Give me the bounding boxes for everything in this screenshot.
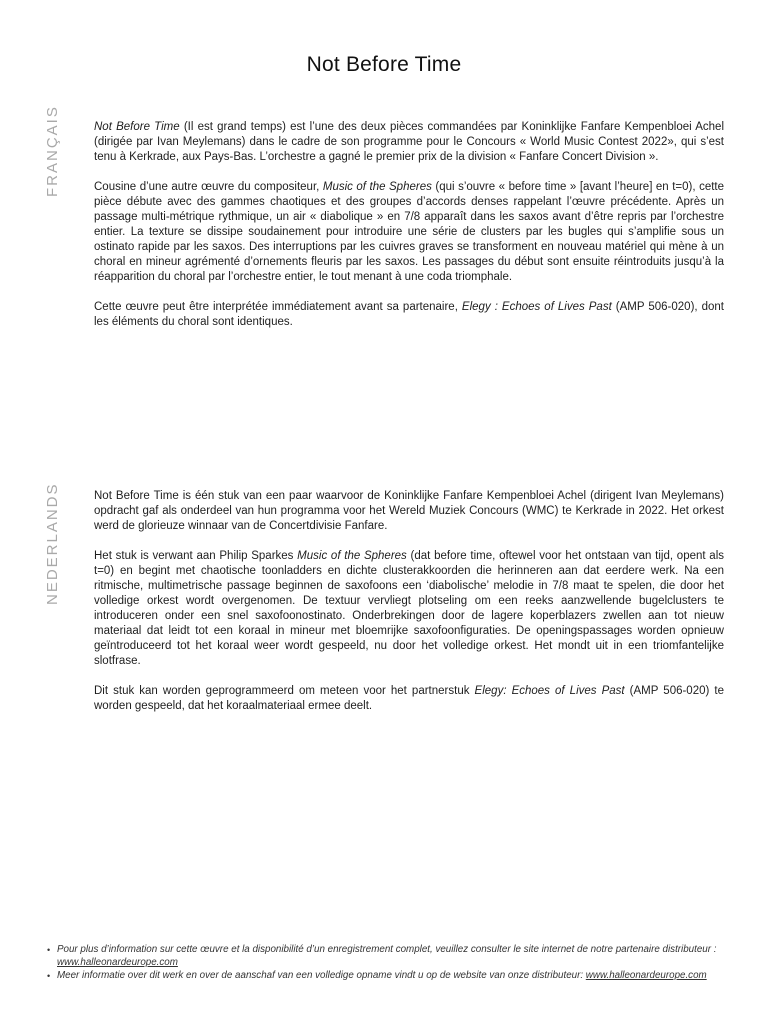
section-label-francais-text: FRANÇAIS — [44, 105, 61, 197]
footer-note-fr — [47, 944, 725, 969]
section-nederlands — [94, 489, 724, 714]
bullet-icon: • — [47, 945, 51, 955]
footer-note-fr-text — [57, 944, 716, 968]
text-run: (Il est grand temps) est l’une des deux pièces commandées par Koninklijke Fanfare Kempenbloei Achel (dirigée par Ivan Meylemans) dans le cadre de son programme pour le Concours « World Music Contest 2022», qui s’est tenu à Kerkrade, aux Pays-Bas. L’orchestre a gagné le premier prix de la division « Fanfare Concert Division ». — [94, 121, 724, 163]
paragraph-fr-3 — [94, 300, 724, 330]
section-label-nederlands-text: NEDERLANDS — [44, 482, 61, 605]
text-run: Pour plus d’information sur cette œuvre et la disponibilité d’un enregistrement complet, veuillez consulter le site internet de notre partenaire distributeur : — [57, 944, 717, 955]
footer-note-nl-text — [57, 970, 707, 981]
section-francais — [94, 120, 724, 330]
text-run: (qui s’ouvre « before time » [avant l’heure] en t=0), cette pièce débute avec des gammes chaotiques et des groupes d’accords denses rappelant l’œuvre précédente. Après un passage multi-métrique rythmique, un air « diabolique » en 7/8 apparaît dans les saxos avant d’être repris par l’orchestre entier. La texture se dissipe soudainement pour introduire une série de clusters par les bugles qui s’amplifie sous un ostinato rapide par les saxos. Des interruptions par les cuivres graves se transforment en nouveau matériel qui mène à un choral en mineur agrémenté d’ornements fleuris par les saxos. Les passages du début sont ensuite réintroduits jusqu’à la réapparition du choral par l’orchestre entier, le tout menant à une coda triomphale. — [94, 181, 725, 283]
distributor-link[interactable]: www.halleonardeurope.com — [57, 956, 178, 968]
italic-text-run: Not Before Time — [94, 121, 180, 133]
paragraph-fr-2 — [94, 180, 724, 285]
bullet-icon: • — [47, 970, 51, 981]
italic-text-run: Music of the Spheres — [322, 181, 432, 193]
paragraph-nl-1 — [94, 489, 724, 534]
text-run: (AMP 506-020) te worden gespeeld, dat het koraalmateriaal ermee deelt. — [94, 685, 724, 712]
footer — [47, 944, 725, 983]
italic-text-run: Music of the Spheres — [297, 550, 407, 562]
text-run: Dit stuk kan worden geprogrammeerd om meteen voor het partnerstuk — [94, 685, 475, 697]
text-run: Cousine d’une autre œuvre du compositeur, — [94, 181, 323, 193]
footer-note-nl — [47, 970, 725, 983]
text-run: Het stuk is verwant aan Philip Sparkes — [94, 550, 298, 562]
distributor-link[interactable]: www.halleonardeurope.com — [585, 969, 707, 981]
page-title: Not Before Time — [306, 53, 462, 76]
paragraph-nl-3 — [94, 684, 724, 714]
text-run: (dat before time, oftewel voor het ontstaan van tijd, opent als t=0) en begint met chaotische toonladders en dichte clusterakkoorden die herinneren aan dat eerdere werk. Na een ritmische, multimetrische passage beginnen de saxofoons een ‘diabolische’ melodie in 7/8 maat te spelen, die door het volledige orkest wordt overgenomen. De textuur vervliegt plotseling om een reeks aanzwellende bugelclusters te introduceren onder een snel saxofoonostinato. Onderbrekingen door de lagere koperblazers zwellen aan tot nieuw materiaal dat leidt tot een koraal in mineur met bloemrijke saxofoonfiguraties. De openingspassages worden opnieuw geïntroduceerd tot het koraal weer wordt gespeeld, nu door het volledige orkest. Het mondt uit in een triomfantelijke slotfrase. — [94, 550, 725, 667]
text-run: Meer informatie over dit werk en over de aanschaf van een volledige opname vindt u op de website van onze distributeur: — [57, 969, 586, 981]
paragraph-nl-2 — [94, 549, 724, 669]
section-label-nederlands — [44, 482, 62, 623]
italic-text-run: Elegy: Echoes of Lives Past — [474, 685, 625, 697]
text-run: Cette œuvre peut être interprétée immédiatement avant sa partenaire, — [94, 301, 462, 313]
section-label-francais — [44, 105, 62, 215]
text-run: (AMP 506-020), dont les éléments du choral sont identiques. — [94, 301, 724, 328]
paragraph-fr-1 — [94, 120, 724, 165]
italic-text-run: Elegy : Echoes of Lives Past — [461, 301, 612, 313]
text-run: Not Before Time is één stuk van een paar waarvoor de Koninklijke Fanfare Kempenbloei Achel (dirigent Ivan Meylemans) opdracht gaf als onderdeel van hun programma voor het Wereld Muziek Concours (WMC) te Kerkrade in 2022. Het orkest werd de glorieuze winnaar van de Concertdivisie Fanfare. — [94, 490, 724, 532]
